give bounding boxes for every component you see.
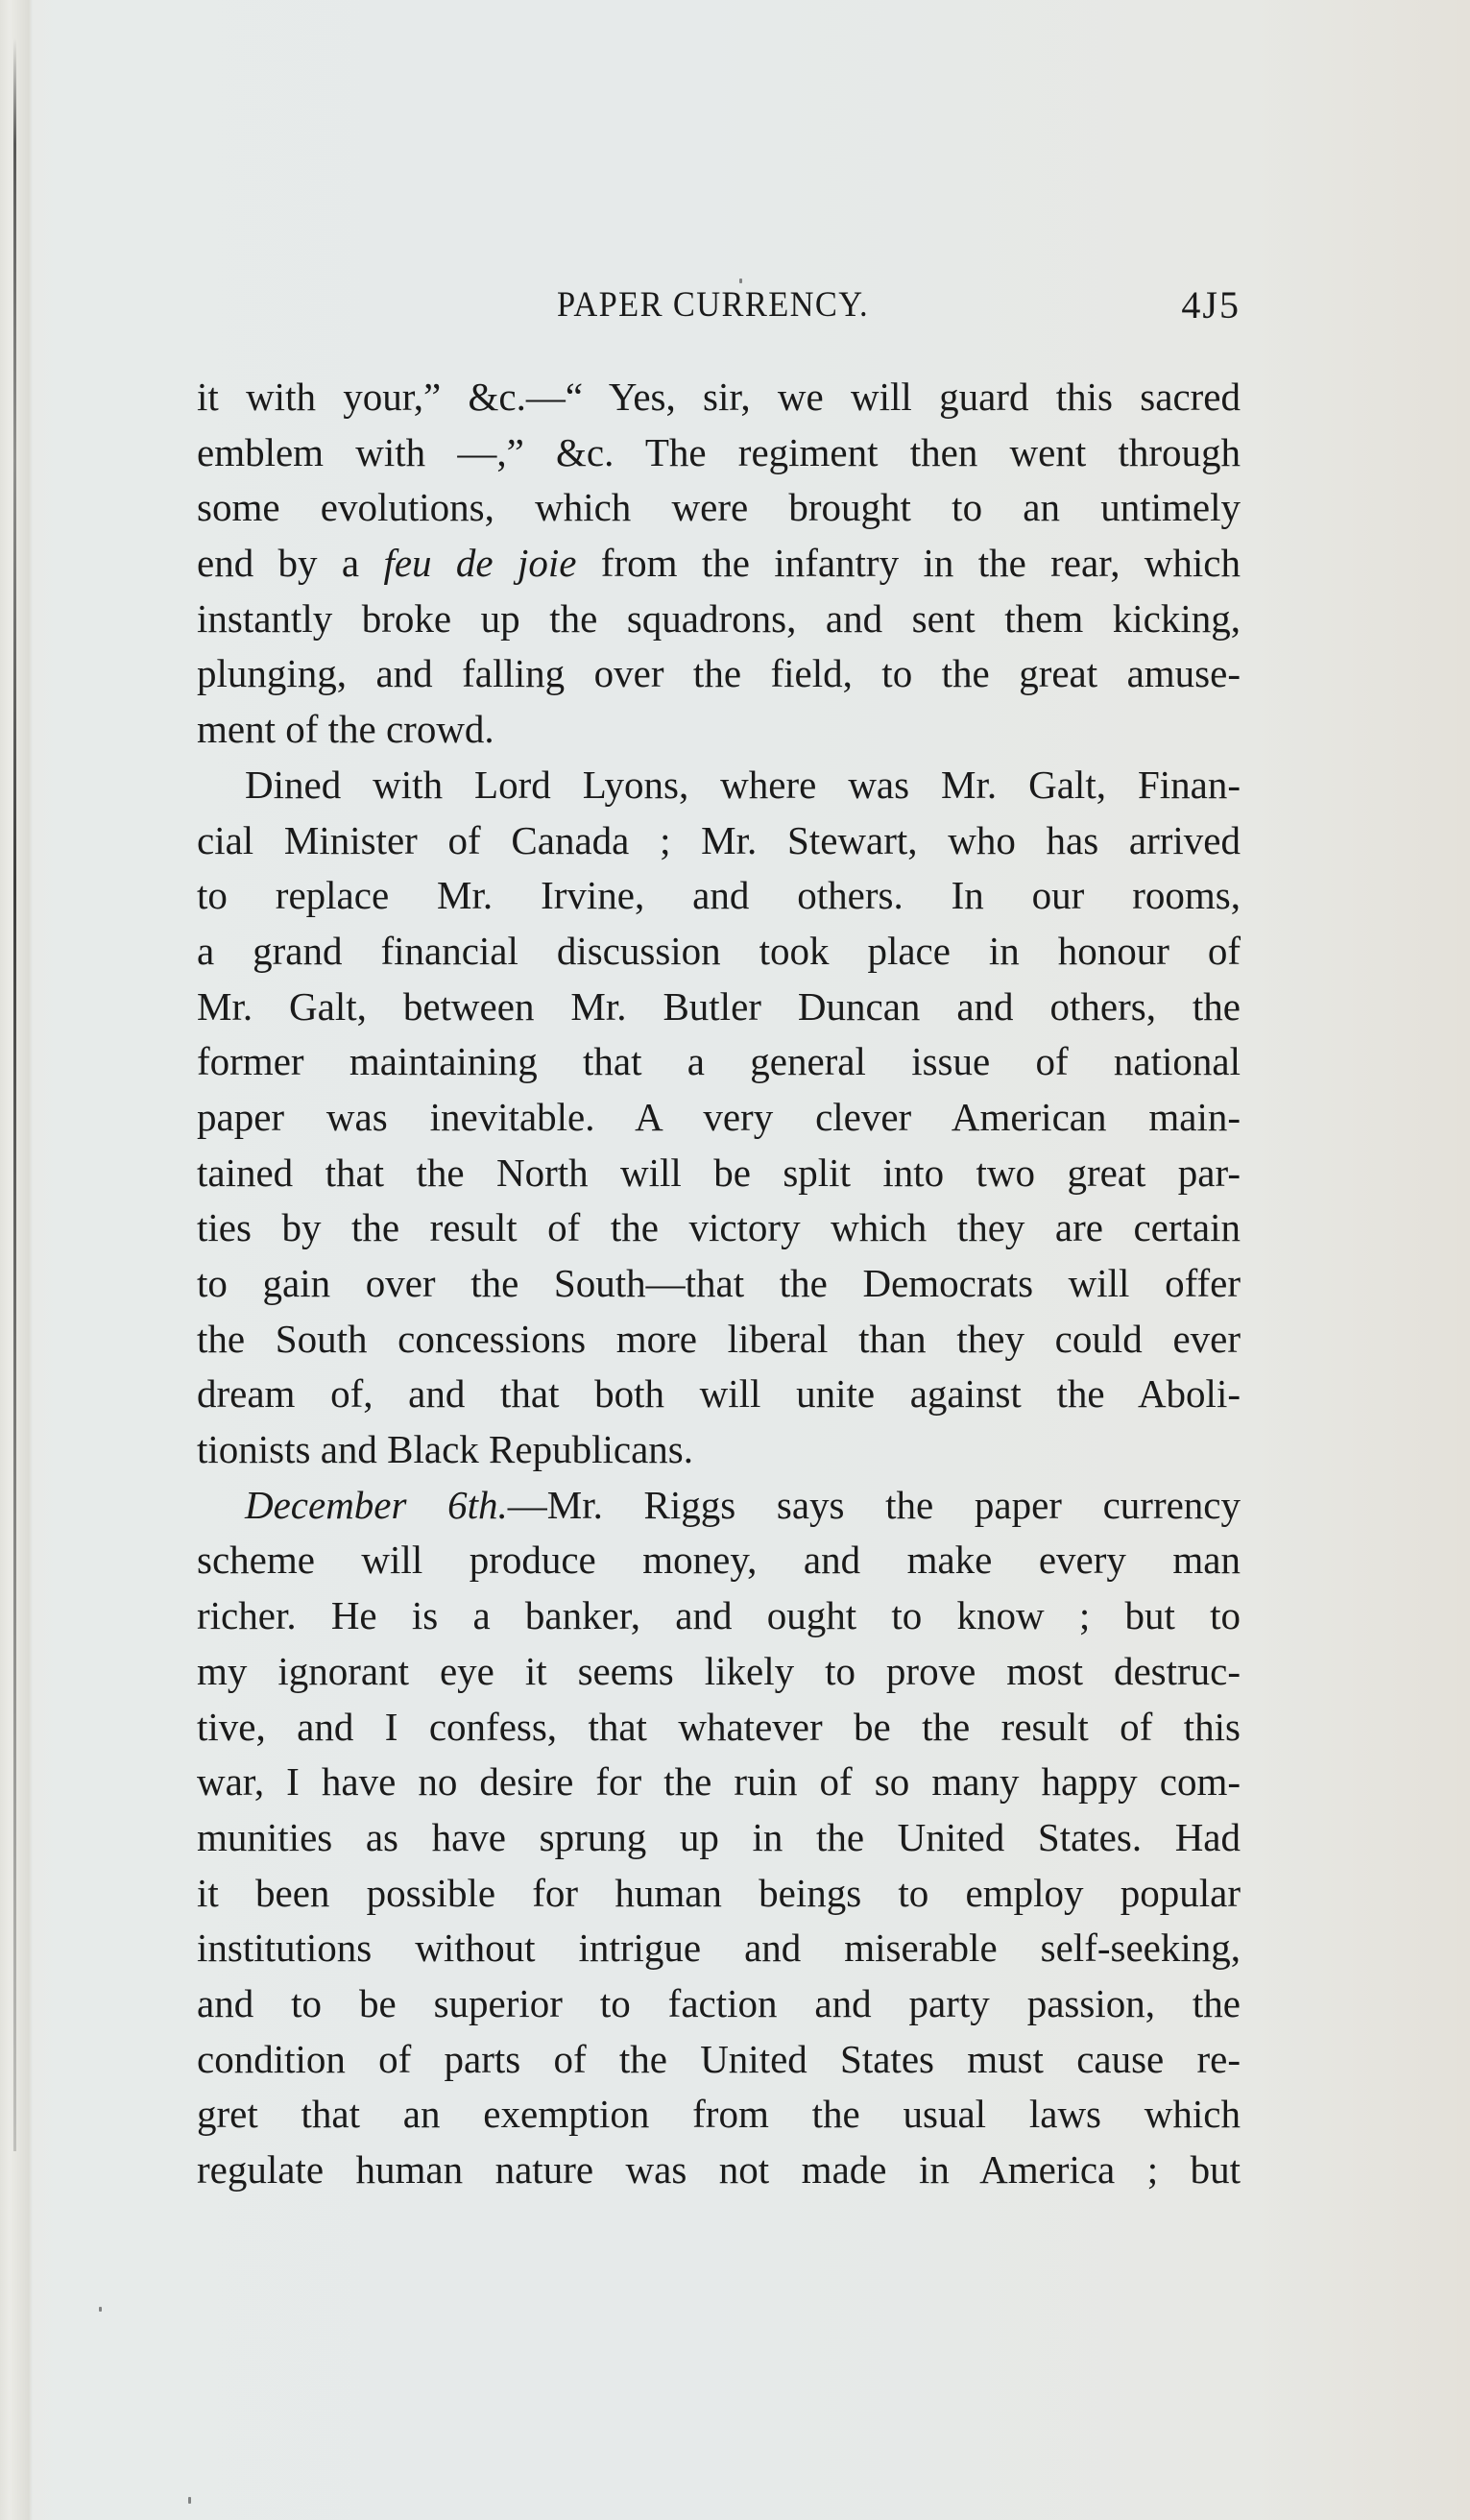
italic-phrase: feu de joie: [383, 541, 577, 586]
paper-speck: [739, 279, 742, 283]
text-line: to gain over the South—that the Democrats will offer: [197, 1261, 1241, 1305]
text-line: emblem with —,” &c. The regiment then went through: [197, 429, 1241, 474]
italic-phrase: December 6th.: [245, 1482, 508, 1527]
text-line: my ignorant eye it seems likely to prove most destruc-: [197, 1648, 1241, 1693]
paper-speck: [188, 2497, 191, 2504]
text-line: munities as have sprung up in the United States. Had: [197, 1814, 1241, 1859]
text-line: ties by the result of the victory which they are certain: [197, 1205, 1241, 1250]
text-line: instantly broke up the squadrons, and sent them kicking,: [197, 595, 1241, 641]
text-line: a grand financial discussion took place in honour of: [197, 928, 1241, 973]
text-line: tionists and Black Republicans.: [197, 1427, 693, 1472]
text-line: Dined with Lord Lyons, where was Mr. Galt, Finan-: [245, 762, 1241, 807]
paper-speck: [99, 2307, 102, 2312]
text-line: institutions without intrigue and miserable self-seeking,: [197, 1926, 1241, 1971]
page-number: 4J5: [1181, 283, 1241, 327]
paragraph: [197, 370, 1241, 758]
text-line: the South concessions more liberal than they could ever: [197, 1316, 1241, 1361]
text-line: paper was inevitable. A very clever American main-: [197, 1094, 1241, 1139]
paragraph: [197, 758, 1241, 1478]
text-line: cial Minister of Canada ; Mr. Stewart, who has arrived: [197, 817, 1241, 862]
text-line: plunging, and falling over the field, to the great amuse-: [197, 651, 1241, 696]
text-line: it with your,” &c.—“ Yes, sir, we will guard this sacred: [197, 375, 1241, 419]
text-line: end by a feu de joie from the infantry in the rear, which: [197, 541, 1241, 586]
paragraph: [197, 1478, 1241, 2198]
text-line: richer. He is a banker, and ought to know ; but to: [197, 1593, 1241, 1638]
text-line: regulate human nature was not made in America ; but: [197, 2147, 1241, 2192]
running-head: [197, 280, 1241, 330]
text-line: war, I have no desire for the ruin of so many happy com-: [197, 1759, 1241, 1805]
page-binding-edge: [0, 0, 33, 2520]
text-line: dream of, and that both will unite against the Aboli-: [197, 1371, 1241, 1417]
body-text: [197, 370, 1241, 2198]
text-line: tained that the North will be split into two great par-: [197, 1150, 1241, 1195]
running-head-title: PAPER CURRENCY.: [557, 285, 870, 325]
text-line: scheme will produce money, and make every man: [197, 1538, 1241, 1583]
text-line: December 6th.—Mr. Riggs says the paper currency: [245, 1482, 1241, 1527]
text-line: condition of parts of the United States must cause re-: [197, 2036, 1241, 2081]
page-fold-line: [13, 38, 16, 2151]
text-line: some evolutions, which were brought to an untimely: [197, 485, 1241, 530]
text-line: gret that an exemption from the usual laws which: [197, 2092, 1241, 2137]
text-line: ment of the crowd.: [197, 707, 494, 752]
text-line: it been possible for human beings to employ popular: [197, 1870, 1241, 1915]
text-line: Mr. Galt, between Mr. Butler Duncan and others, the: [197, 983, 1241, 1029]
text-line: to replace Mr. Irvine, and others. In our rooms,: [197, 873, 1241, 918]
text-line: former maintaining that a general issue of national: [197, 1039, 1241, 1084]
text-line: tive, and I confess, that whatever be the result of this: [197, 1704, 1241, 1749]
text-line: and to be superior to faction and party passion, the: [197, 1980, 1241, 2025]
